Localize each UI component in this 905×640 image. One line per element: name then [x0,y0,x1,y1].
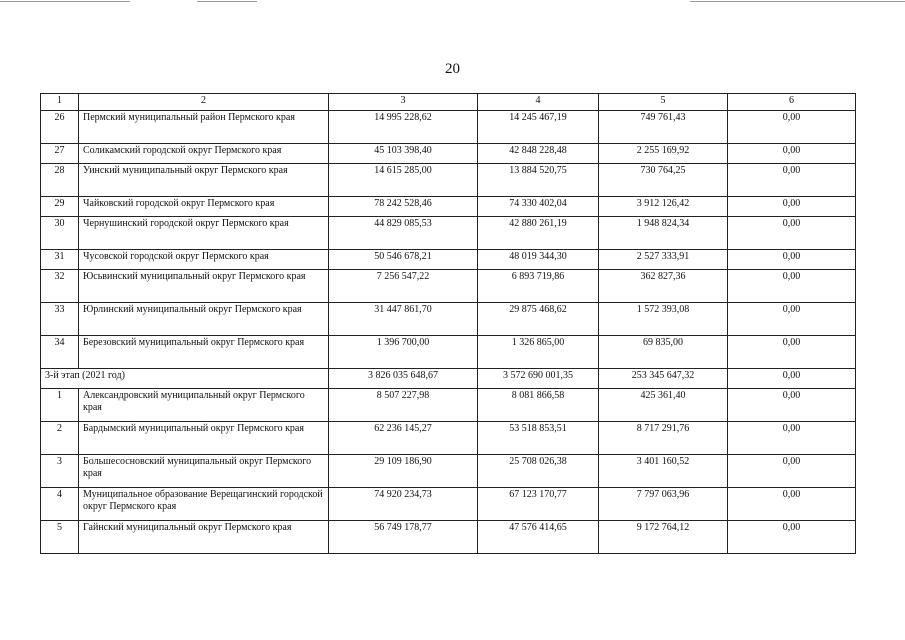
other-amount-cell: 0,00 [728,164,856,197]
budget-amount-cell: 29 875 468,62 [478,303,599,336]
table-row [41,270,856,303]
local-amount-cell: 1 948 824,34 [599,217,728,250]
budget-amount-cell: 25 708 026,38 [478,455,599,488]
municipality-name-cell: Александровский муниципальный округ Пермского края [79,389,329,422]
table-row [41,336,856,369]
row-number-cell: 31 [41,250,79,270]
row-number-cell: 5 [41,521,79,554]
row-number-cell: 28 [41,164,79,197]
table-row [41,250,856,270]
local-amount-cell: 7 797 063,96 [599,488,728,521]
total-amount-cell: 44 829 085,53 [329,217,478,250]
table-row [41,164,856,197]
other-amount-cell: 0,00 [728,389,856,422]
table-row [41,422,856,455]
total-amount-cell: 45 103 398,40 [329,144,478,164]
municipality-name-cell: Большесосновский муниципальный округ Пермского края [79,455,329,488]
total-amount-cell: 56 749 178,77 [329,521,478,554]
column-header: 6 [728,94,856,111]
budget-amount-cell: 48 019 344,30 [478,250,599,270]
row-number-cell: 3 [41,455,79,488]
page-number: 20 [445,61,460,77]
other-amount-cell: 0,00 [728,422,856,455]
budget-amount-cell: 1 326 865,00 [478,336,599,369]
row-number-cell: 4 [41,488,79,521]
total-amount-cell: 14 995 228,62 [329,111,478,144]
local-amount-cell: 2 527 333,91 [599,250,728,270]
budget-amount-cell: 8 081 866,58 [478,389,599,422]
total-amount-cell: 50 546 678,21 [329,250,478,270]
other-amount-cell: 0,00 [728,197,856,217]
table-header-row [41,94,856,111]
row-number-cell: 29 [41,197,79,217]
municipality-name-cell: Бардымский муниципальный округ Пермского края [79,422,329,455]
table-row [41,389,856,422]
municipality-name-cell: Пермский муниципальный район Пермского края [79,111,329,144]
other-amount-cell: 0,00 [728,521,856,554]
budget-amount-cell: 74 330 402,04 [478,197,599,217]
row-number-cell: 32 [41,270,79,303]
table-row [41,217,856,250]
municipality-name-cell: Чайковский городской округ Пермского края [79,197,329,217]
municipality-name-cell: Чусовской городской округ Пермского края [79,250,329,270]
total-amount-cell: 8 507 227,98 [329,389,478,422]
local-amount-cell: 9 172 764,12 [599,521,728,554]
municipality-name-cell: Березовский муниципальный округ Пермского края [79,336,329,369]
local-amount-cell: 8 717 291,76 [599,422,728,455]
other-amount-cell: 0,00 [728,217,856,250]
local-amount-cell: 69 835,00 [599,336,728,369]
table-row [41,144,856,164]
other-amount-cell: 0,00 [728,488,856,521]
budget-amount-cell: 6 893 719,86 [478,270,599,303]
total-amount-cell: 31 447 861,70 [329,303,478,336]
other-amount-cell: 0,00 [728,455,856,488]
local-amount-cell: 730 764,25 [599,164,728,197]
column-header: 1 [41,94,79,111]
municipality-name-cell: Уинский муниципальный округ Пермского края [79,164,329,197]
table-row [41,111,856,144]
local-amount-cell: 2 255 169,92 [599,144,728,164]
other-amount-cell: 0,00 [728,270,856,303]
other-amount-cell: 0,00 [728,111,856,144]
column-header: 2 [79,94,329,111]
local-amount-cell: 425 361,40 [599,389,728,422]
budget-amount-cell: 13 884 520,75 [478,164,599,197]
municipality-name-cell: Соликамский городской округ Пермского края [79,144,329,164]
row-number-cell: 34 [41,336,79,369]
other-amount-cell: 0,00 [728,303,856,336]
other-amount-cell: 0,00 [728,250,856,270]
table-row [41,488,856,521]
budget-amount-cell: 14 245 467,19 [478,111,599,144]
other-amount-cell: 0,00 [728,336,856,369]
row-number-cell: 30 [41,217,79,250]
municipality-name-cell: Гайнский муниципальный округ Пермского края [79,521,329,554]
allocation-table [40,93,856,554]
row-number-cell: 33 [41,303,79,336]
other-amount-cell: 0,00 [728,144,856,164]
budget-amount-cell: 42 880 261,19 [478,217,599,250]
stage-summary-row [41,369,856,389]
local-amount-cell: 253 345 647,32 [599,369,728,389]
table-row [41,455,856,488]
total-amount-cell: 78 242 528,46 [329,197,478,217]
table-row [41,303,856,336]
local-amount-cell: 1 572 393,08 [599,303,728,336]
other-amount-cell: 0,00 [728,369,856,389]
scan-edge-line-mid [197,1,257,2]
municipality-name-cell: Юсьвинский муниципальный округ Пермского края [79,270,329,303]
table-row [41,521,856,554]
budget-amount-cell: 53 518 853,51 [478,422,599,455]
local-amount-cell: 3 912 126,42 [599,197,728,217]
total-amount-cell: 3 826 035 648,67 [329,369,478,389]
scan-edge-line-left [0,1,130,2]
budget-amount-cell: 3 572 690 001,35 [478,369,599,389]
budget-amount-cell: 67 123 170,77 [478,488,599,521]
local-amount-cell: 3 401 160,52 [599,455,728,488]
municipality-name-cell: Муниципальное образование Верещагинский городской округ Пермского края [79,488,329,521]
table-row [41,197,856,217]
row-number-cell: 27 [41,144,79,164]
budget-amount-cell: 42 848 228,48 [478,144,599,164]
row-number-cell: 26 [41,111,79,144]
local-amount-cell: 362 827,36 [599,270,728,303]
total-amount-cell: 1 396 700,00 [329,336,478,369]
row-number-cell: 1 [41,389,79,422]
total-amount-cell: 62 236 145,27 [329,422,478,455]
total-amount-cell: 14 615 285,00 [329,164,478,197]
total-amount-cell: 29 109 186,90 [329,455,478,488]
total-amount-cell: 7 256 547,22 [329,270,478,303]
table-body [41,94,856,554]
municipality-name-cell: Юрлинский муниципальный округ Пермского края [79,303,329,336]
row-number-cell: 2 [41,422,79,455]
column-header: 4 [478,94,599,111]
column-header: 3 [329,94,478,111]
scan-edge-line-right [690,1,905,2]
municipality-name-cell: Чернушинский городской округ Пермского края [79,217,329,250]
total-amount-cell: 74 920 234,73 [329,488,478,521]
column-header: 5 [599,94,728,111]
budget-amount-cell: 47 576 414,65 [478,521,599,554]
stage-label-cell: 3-й этап (2021 год) [41,369,329,389]
local-amount-cell: 749 761,43 [599,111,728,144]
